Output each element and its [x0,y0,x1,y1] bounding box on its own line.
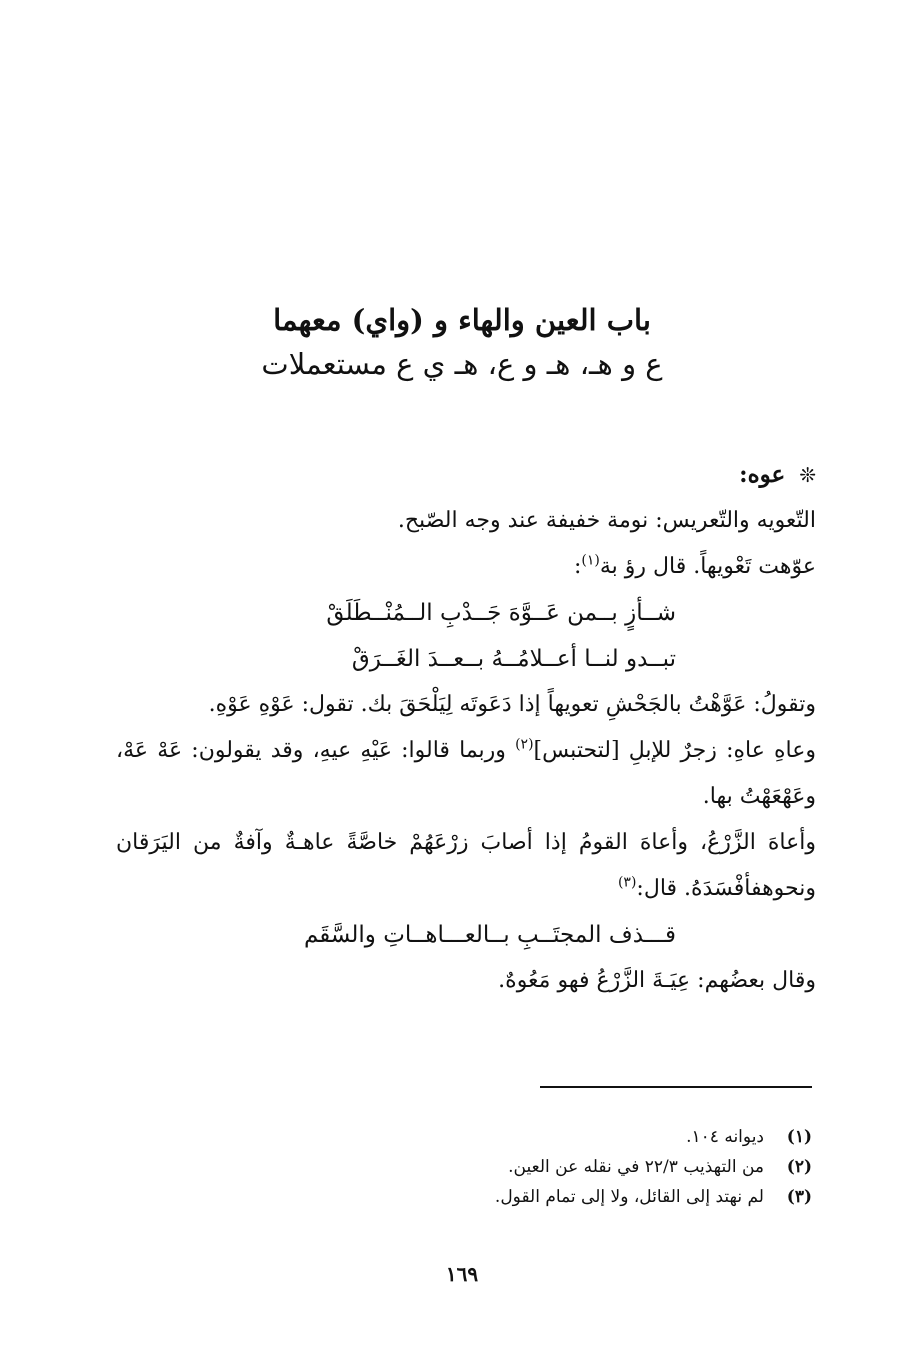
verse-line: شــأزٍ بــمن عَــوَّهَ جَــدْبِ الــمُنْــطَلَقْ [326,600,676,626]
headword: عوه: [739,461,786,488]
dictionary-entry [116,452,816,1004]
entry-definition: التّعويه والتّعريس: نومة خفيفة عند وجه الصّبح. [397,508,816,533]
chapter-title: باب العين والهاء و (واي) معهما [273,303,651,337]
entry-paragraph: وقال بعضُهم: عِيَـةَ الزَّرْعُ فهو مَعُوهٌ. [498,968,816,993]
verse-line: قـــذف المجتَــبِ بــالعـــاهــاتِ والسَّقَم [303,922,676,948]
footnote-number: (٢) [786,1157,812,1177]
page-number: ١٦٩ [445,1262,479,1286]
footnote-number: (٣) [786,1187,812,1207]
asterism-icon: ❊ [799,463,816,487]
verse-line: تبــدو لنــا أعــلامُــهُ بــعــدَ الغَــرَقْ [351,646,676,672]
footnote-item [312,1182,812,1212]
footnote-divider [540,1086,812,1088]
footnote-text: لم نهتد إلى القائل، ولا إلى تمام القول. [494,1187,764,1207]
paragraph-text: وعاهِ عاهِ: زجرٌ للإبلِ [لتحتبس] [533,738,816,763]
headword-line [116,452,816,498]
chapter-heading [0,300,924,386]
footnote-text: من التهذيب ٢٢/٣ في نقله عن العين. [508,1157,764,1177]
footnote-item [312,1122,812,1152]
entry-paragraph [116,728,816,820]
footnote-item [312,1152,812,1182]
footnote-ref: (٣) [617,874,637,891]
footnote-text: ديوانه ١٠٤. [686,1127,764,1147]
footnote-ref: (١) [581,552,600,569]
paragraph-text: وربما قالوا: عَيْهِ عيهِ، وقد يقولون: عَهْ عَهْ، وعَهْعَهْتُ بها. [116,738,816,809]
entry-citation-intro: عوّهت تَعْويهاً. قال رؤ بة$^{(١)}$: [574,552,816,579]
entry-paragraph: وتقولُ: عَوَّهْتُ بالجَحْشِ تعويهاً إذا دَعَوتَه لِيَلْحَقَ بك. تقول: عَوْهِ عَوْهِ. [208,692,816,717]
footnotes [312,1122,812,1212]
paragraph-text: وأعاهَ الزَّرْعُ، وأعاهَ القومُ إذا أصابَ زرْعَهُمْ خاصَّةً عاهـةٌ وآفةٌ من اليَرَقان ونحوهفأفْسَدَهُ. قال: [116,830,816,901]
citation-intro-text: عوّهت تَعْويهاً. قال رؤ بة [599,554,816,579]
footnote-number: (١) [786,1127,812,1147]
chapter-subtitle: ع و هـ، هـ و ع، هـ ي ع مستعملات [261,347,663,381]
footnote-ref: (٢) [515,736,534,753]
entry-paragraph [116,820,816,912]
